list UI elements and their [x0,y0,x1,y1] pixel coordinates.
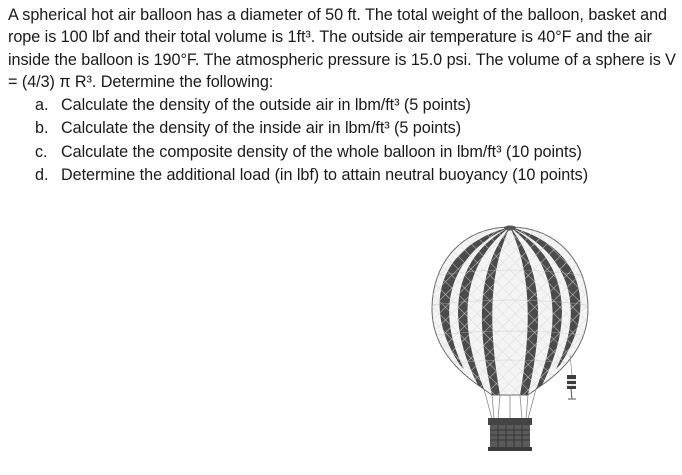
question-part-d [8,164,680,188]
part-letter: d. [35,166,49,185]
question-parts-list [8,94,680,188]
problem-statement [8,4,680,188]
part-text: Calculate the density of the outside air in lbm/ft³ (5 points) [61,95,471,114]
question-part-b [8,117,680,141]
question-part-a [8,94,680,118]
balloon-basket [488,418,532,451]
balloon-crown [504,226,516,231]
hot-air-balloon-illustration [420,205,600,460]
part-text: Calculate the density of the inside air in lbm/ft³ (5 points) [61,119,462,138]
question-part-c [8,141,680,165]
part-letter: b. [35,119,49,138]
part-text: Calculate the composite density of the whole balloon in lbm/ft³ (10 points) [61,142,582,161]
problem-intro: A spherical hot air balloon has a diameter of 50 ft. The total weight of the balloon, basket and rope is 100 lbf and their total volume is 1ft³. The outside air temperature is 40°F and the air inside the balloon is 190°F. The atmospheric pressure is 15.0 psi. The volume of a sphere is V = (4/3) π R³. Determine the following: [8,6,676,92]
part-letter: c. [35,142,48,161]
hot-air-balloon-icon [420,205,600,460]
part-letter: a. [35,95,49,114]
part-text: Determine the additional load (in lbf) to attain neutral buoyancy (10 points) [61,166,589,185]
